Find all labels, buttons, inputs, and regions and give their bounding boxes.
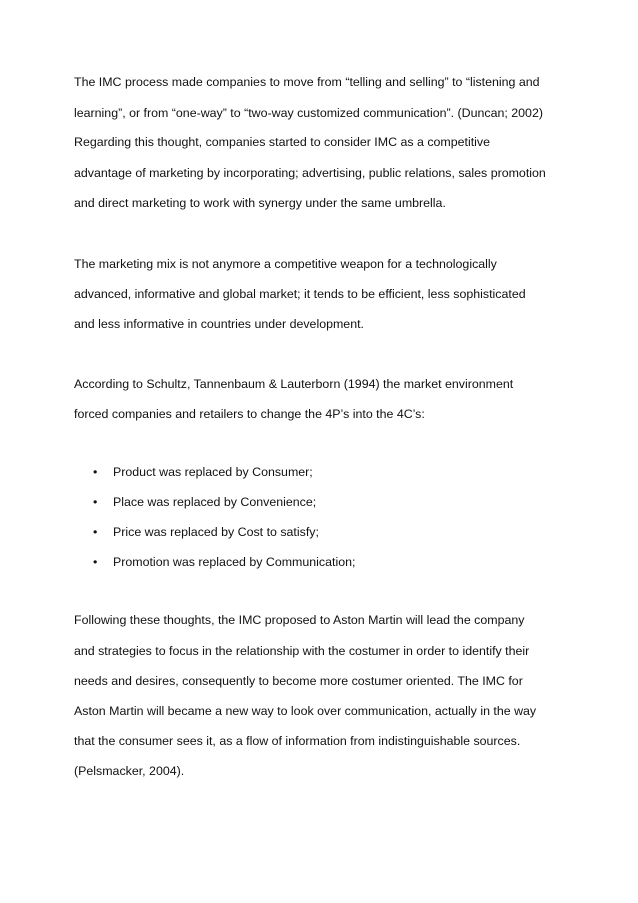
list-item-text: Price was replaced by Cost to satisfy; xyxy=(113,525,319,539)
list-item-text: Product was replaced by Consumer; xyxy=(113,465,313,479)
paragraph-line: and direct marketing to work with synergy under the same umbrella. xyxy=(74,196,446,210)
bullet-icon: • xyxy=(93,555,98,569)
paragraph-line: advantage of marketing by incorporating; advertising, public relations, sales promotion xyxy=(74,166,546,180)
paragraph-line: forced companies and retailers to change the 4P’s into the 4C’s: xyxy=(74,407,425,421)
paragraph-line: Regarding this thought, companies started to consider IMC as a competitive xyxy=(74,135,490,149)
list-item-text: Place was replaced by Convenience; xyxy=(113,495,317,509)
paragraph-line: that the consumer sees it, as a flow of information from indistinguishable sources. xyxy=(74,734,521,748)
paragraph-line: According to Schultz, Tannenbaum & Lauterborn (1994) the market environment xyxy=(74,377,514,391)
paragraph-line: (Pelsmacker, 2004). xyxy=(74,764,185,778)
list-item-text: Promotion was replaced by Communication; xyxy=(113,555,356,569)
paragraph-line: Following these thoughts, the IMC proposed to Aston Martin will lead the company xyxy=(74,613,525,627)
paragraph-line: and less informative in countries under development. xyxy=(74,317,364,331)
bullet-icon: • xyxy=(93,465,98,479)
bullet-icon: • xyxy=(93,525,98,539)
paragraph-line: and strategies to focus in the relationship with the costumer in order to identify their xyxy=(74,644,530,658)
paragraph-line: learning”, or from “one-way” to “two-way customized communication”. (Duncan; 2002) xyxy=(74,106,543,120)
bullet-icon: • xyxy=(93,495,98,509)
paragraph-line: The marketing mix is not anymore a competitive weapon for a technologically xyxy=(74,257,497,271)
paragraph-line: needs and desires, consequently to become more costumer oriented. The IMC for xyxy=(74,674,523,688)
paragraph-line: Aston Martin will became a new way to look over communication, actually in the way xyxy=(74,704,537,718)
paragraph-line: The IMC process made companies to move from “telling and selling” to “listening and xyxy=(74,75,540,89)
paragraph-line: advanced, informative and global market; it tends to be efficient, less sophisticated xyxy=(74,287,526,301)
